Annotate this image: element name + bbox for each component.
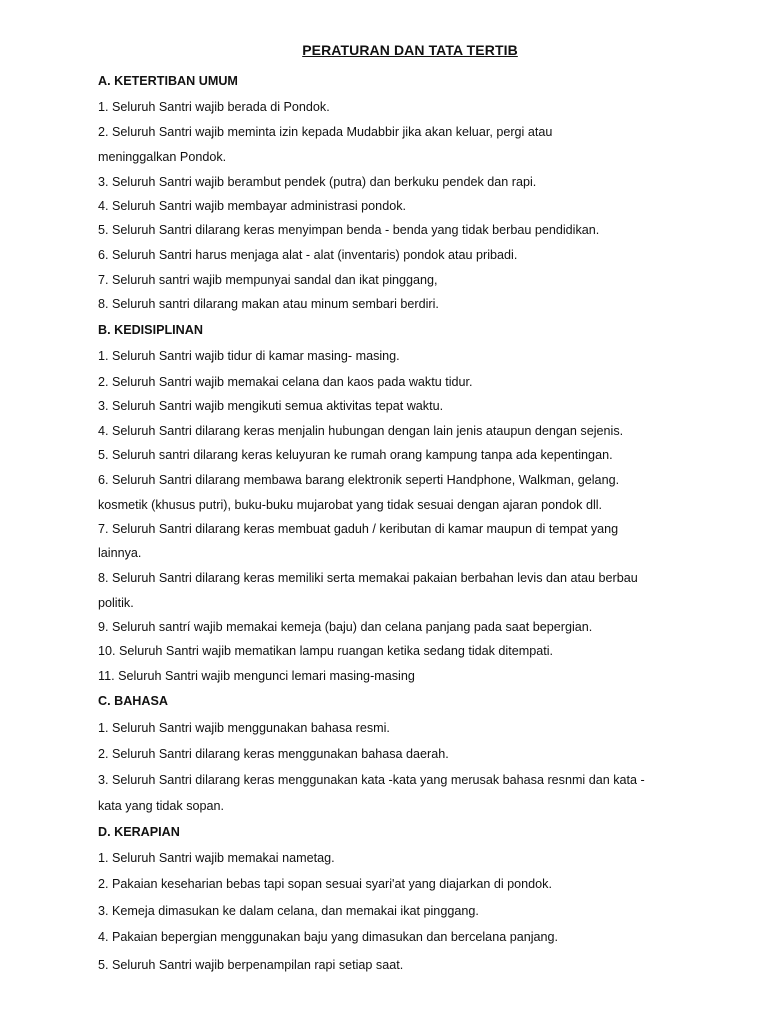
document-title: PERATURAN DAN TATA TERTIB: [302, 42, 518, 58]
rule-line: 5. Seluruh santri dilarang keras keluyuran ke rumah orang kampung tanpa ada kepentingan.: [98, 448, 613, 462]
rule-line: 1. Seluruh Santri wajib tidur di kamar masing- masing.: [98, 349, 400, 363]
rule-line: 4. Pakaian bepergian menggunakan baju yang dimasukan dan bercelana panjang.: [98, 930, 559, 944]
rule-line: 6. Seluruh Santri dilarang membawa barang elektronik seperti Handphone, Walkman, gelang.: [98, 473, 620, 487]
rule-line: 3. Kemeja dimasukan ke dalam celana, dan memakai ikat pinggang.: [98, 904, 479, 918]
section-heading: C. BAHASA: [98, 694, 168, 708]
rule-line: 5. Seluruh Santri wajib berpenampilan rapi setiap saat.: [98, 958, 404, 972]
rule-line: kosmetik (khusus putri), buku-buku mujarobat yang tidak sesuai dengan ajaran pondok dll.: [98, 498, 603, 512]
section-heading: D. KERAPIAN: [98, 825, 180, 839]
rule-line: 1. Seluruh Santri wajib memakai nametag.: [98, 851, 335, 865]
rule-line: 11. Seluruh Santri wajib mengunci lemari masing-masing: [98, 669, 415, 683]
rule-line: 2. Seluruh Santri wajib meminta izin kepada Mudabbir jika akan keluar, pergi atau: [98, 125, 553, 139]
rule-line: 1. Seluruh Santri wajib menggunakan bahasa resmi.: [98, 721, 390, 735]
rule-line: 7. Seluruh santri wajib mempunyai sandal dan ikat pinggang,: [98, 273, 438, 287]
rule-line: meninggalkan Pondok.: [98, 150, 227, 164]
rule-line: 2. Seluruh Santri dilarang keras menggunakan bahasa daerah.: [98, 747, 449, 761]
section-heading: B. KEDISIPLINAN: [98, 323, 203, 337]
rule-line: 2. Seluruh Santri wajib memakai celana dan kaos pada waktu tidur.: [98, 375, 473, 389]
rule-line: 7. Seluruh Santri dilarang keras membuat gaduh / keributan di kamar maupun di tempat yang: [98, 522, 619, 536]
rule-line: 8. Seluruh santri dilarang makan atau minum sembari berdiri.: [98, 297, 439, 311]
rule-line: 10. Seluruh Santri wajib mematikan lampu ruangan ketika sedang tidak ditempati.: [98, 644, 554, 658]
rule-line: kata yang tidak sopan.: [98, 799, 225, 813]
rule-line: 9. Seluruh santrí wajib memakai kemeja (baju) dan celana panjang pada saat bepergian.: [98, 620, 593, 634]
rule-line: 2. Pakaian keseharian bebas tapi sopan sesuai syari'at yang diajarkan di pondok.: [98, 877, 552, 891]
rule-line: 3. Seluruh Santri wajib mengikuti semua aktivitas tepat waktu.: [98, 399, 444, 413]
rule-line: lainnya.: [98, 546, 142, 560]
rule-line: 3. Seluruh Santri dilarang keras menggunakan kata -kata yang merusak bahasa resnmi dan kata -: [98, 773, 645, 787]
rule-line: 6. Seluruh Santri harus menjaga alat - alat (inventaris) pondok atau pribadi.: [98, 248, 518, 262]
rule-line: politik.: [98, 596, 134, 610]
rule-line: 1. Seluruh Santri wajib berada di Pondok.: [98, 100, 330, 114]
rule-line: 3. Seluruh Santri wajib berambut pendek (putra) dan berkuku pendek dan rapi.: [98, 175, 537, 189]
rule-line: 4. Seluruh Santri dilarang keras menjalin hubungan dengan lain jenis ataupun dengan sejenis.: [98, 424, 624, 438]
rule-line: 4. Seluruh Santri wajib membayar administrasi pondok.: [98, 199, 406, 213]
rule-line: 8. Seluruh Santri dilarang keras memiliki serta memakai pakaian berbahan levis dan atau berbau: [98, 571, 638, 585]
section-heading: A. KETERTIBAN UMUM: [98, 74, 238, 88]
rule-line: 5. Seluruh Santri dilarang keras menyimpan benda - benda yang tidak berbau pendidikan.: [98, 223, 600, 237]
